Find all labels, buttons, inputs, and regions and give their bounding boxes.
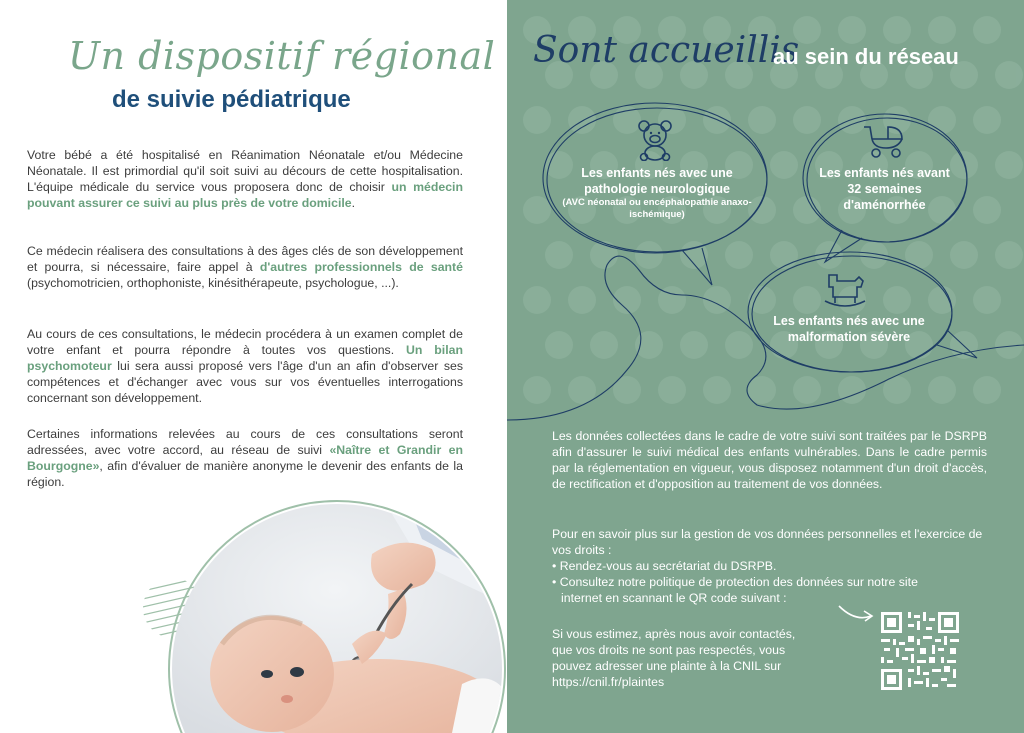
rocking-horse-icon <box>823 273 867 309</box>
bullet-secretariat: • Rendez-vous au secrétariat du DSRPB. <box>552 559 777 573</box>
highlight-text: «Naître et Grandir en Bourgogne» <box>27 443 463 473</box>
stroller-icon <box>862 123 906 159</box>
cnil-paragraph: Si vous estimez, après nous avoir contactés, que vos droits ne sont pas respectés, vous pouvez adresser une plainte à la CNIL sur https://cnil.fr/plaintes <box>552 627 796 689</box>
right-panel <box>507 0 1024 733</box>
baby-doctor-photo <box>162 494 507 733</box>
paragraph-intro: Votre bébé a été hospitalisé en Réanimation Néonatale et/ou Médecine Néonatale. Il est primordial qu'il soit suivi au décours de cette hospitalisation. L'équipe médicale du service vous proposera donc de choisir un médecin pouvant assurer ce suivi au plus près de votre domicile. <box>27 148 463 210</box>
rights-intro: Pour en savoir plus sur la gestion de vos données personnelles et l'exercice de vos droits : <box>552 527 983 557</box>
right-title-rest: au sein du réseau <box>773 44 959 69</box>
bubble-premature: Les enfants nés avant 32 semaines d'aménorrhée <box>819 166 950 212</box>
rights-info <box>552 526 987 606</box>
left-panel <box>0 0 507 733</box>
left-title-script: Un dispositif régional <box>68 34 496 78</box>
arrow-icon <box>837 600 875 626</box>
teddy-bear-icon <box>636 119 674 161</box>
data-processing-paragraph: Les données collectées dans le cadre de votre suivi sont traitées par le DSRPB afin d'assurer le suivi médical des enfants vulnérables. Dans le cadre permis par la réglementation en vigueur, vous disposez notamment d'un droit d'accès, de rectification et d'opposition au traitement de vos données. <box>552 429 987 491</box>
bubble-neurological: Les enfants nés avec une pathologie neurologique (AVC néonatal ou encéphalopathie anaxo-ischémique) <box>562 166 752 220</box>
highlight-text: un médecin pouvant assurer ce suivi au plus près de votre domicile <box>27 180 463 210</box>
paragraph-doctor: Ce médecin réalisera des consultations à des âges clés de son développement et pourra, si nécessaire, faire appel à d'autres professionnels de santé (psychomotricien, orthophoniste, kinésithérapeute, psychologue, ...). <box>27 244 463 290</box>
highlight-text: d'autres professionnels de santé <box>259 260 463 274</box>
bullet-website: • Consultez notre politique de protection des données sur notre site <box>552 575 918 589</box>
qr-code[interactable] <box>881 612 959 690</box>
paragraph-consultations: Au cours de ces consultations, le médecin procédera à un examen complet de votre enfant et pourra répondre à toutes vos questions. Un bilan psychomoteur lui sera aussi proposé vers l'âge d'un an afin d'observer ses compétences et d'échanger avec vous sur vos éventuelles interrogations concernant son développement. <box>27 327 463 405</box>
bullet-website-cont: internet en scannant le QR code suivant : <box>561 591 787 605</box>
left-title-sub: de suivie pédiatrique <box>112 86 351 113</box>
highlight-text: Un bilan psychomoteur <box>27 343 463 373</box>
speech-bubbles-graphic <box>507 100 1024 430</box>
bubble-malformation: Les enfants nés avec une malformation sévère <box>773 314 925 344</box>
right-title-script: Sont accueillis <box>533 30 800 71</box>
paragraph-network: Certaines informations relevées au cours de ces consultations seront adressées, avec votre accord, au réseau de suivi «Naître et Grandir en Bourgogne», afin d'évaluer de manière anonyme le devenir des enfants de la région. <box>27 427 463 489</box>
